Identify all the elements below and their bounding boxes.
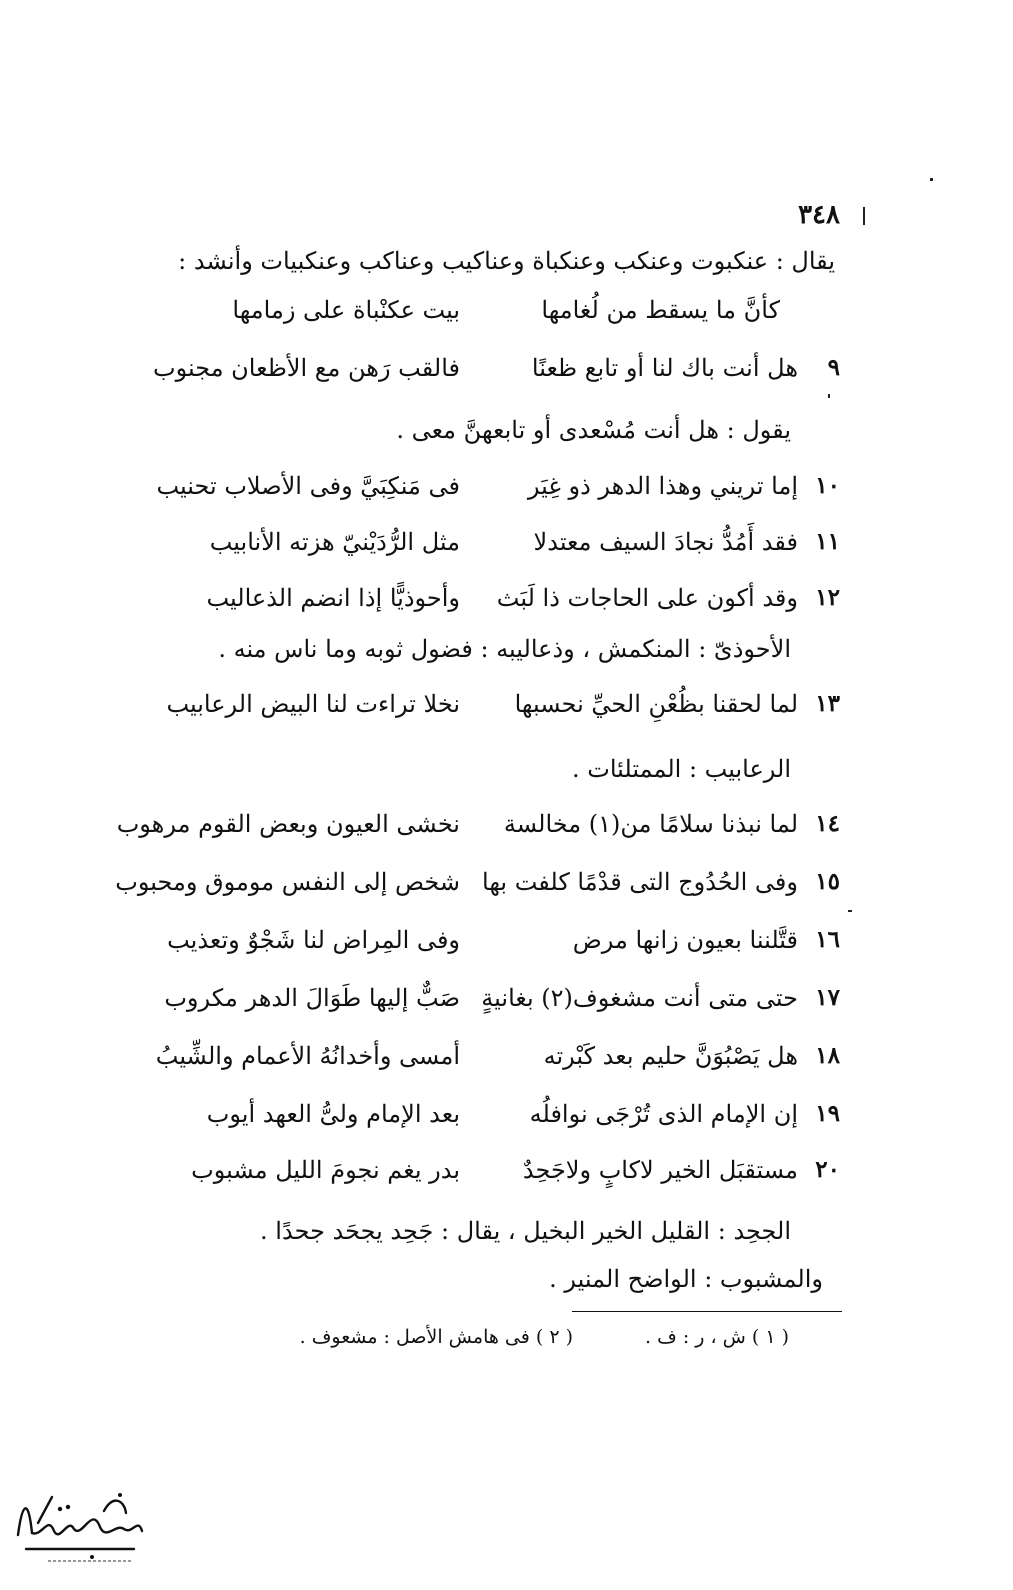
verse-row-14 bbox=[116, 806, 840, 846]
gloss-12: الأحوذىّ : المنكمش ، وذعاليبه : فضول ثوبه وما ناس منه . bbox=[218, 635, 791, 663]
verse-number: ١٩ bbox=[815, 1100, 840, 1127]
gloss-20-b: والمشبوب : الواضح المنير . bbox=[549, 1265, 823, 1293]
scan-speck bbox=[848, 910, 852, 912]
footnote-1: ( ١ ) ش ، ر : ف . bbox=[645, 1326, 789, 1348]
verse-hemistich-2: بعد الإمام ولىُّ العهد أيوب bbox=[206, 1100, 460, 1128]
verse-hemistich-1: هل يَصْبُوَنَّ حليم بعد كَبْرته bbox=[543, 1042, 798, 1070]
verse-row-13 bbox=[150, 686, 840, 726]
verse-row-17 bbox=[150, 980, 840, 1020]
verse-hemistich-1: لما نبذنا سلامًا من(١) مخالسة bbox=[503, 810, 798, 838]
verse-hemistich-2: نخلا تراءت لنا البيض الرعابيب bbox=[166, 690, 460, 718]
verse-number: ١٣ bbox=[815, 690, 840, 717]
intro-verse bbox=[150, 292, 840, 332]
verse-hemistich-2: وفى المِراض لنا شَجْوٌ وتعذيب bbox=[167, 926, 460, 954]
verse-hemistich-2: صَبٌّ إليها طَوَالَ الدهر مكروب bbox=[164, 984, 460, 1012]
verse-number: ١٦ bbox=[815, 926, 840, 953]
verse-row-15 bbox=[115, 864, 840, 904]
verse-row-12 bbox=[150, 580, 840, 620]
verse-hemistich-1: لما لحقنا بظُعْنِ الحيِّ نحسبها bbox=[514, 690, 798, 718]
verse-hemistich-2: بدر يغم نجومَ الليل مشبوب bbox=[191, 1156, 460, 1184]
verse-hemistich-1: قتَّلننا بعيون زانها مرض bbox=[572, 926, 798, 954]
verse-hemistich-1: حتى متى أنت مشغوف(٢) بغانيةٍ bbox=[481, 984, 798, 1012]
scan-speck bbox=[863, 207, 865, 225]
verse-hemistich-2: وأحوذيًّا إذا انضم الذعاليب bbox=[206, 584, 460, 612]
verse-number: ١٨ bbox=[815, 1042, 840, 1069]
verse-hemistich-1: إما تريني وهذا الدهر ذو غِيَر bbox=[527, 472, 798, 500]
scan-speck bbox=[828, 394, 830, 398]
watermark-logo-icon bbox=[8, 1465, 148, 1579]
intro-prose: يقال : عنكبوت وعنكب وعنكباة وعناكيب وعناكب وعنكبيات وأنشد : bbox=[178, 247, 835, 275]
verse-row-18 bbox=[150, 1038, 840, 1078]
verse-hemistich-2: نخشى العيون وبعض القوم مرهوب bbox=[116, 810, 460, 838]
scan-speck bbox=[930, 178, 933, 181]
verse-number: ١٠ bbox=[815, 472, 840, 499]
gloss-20-a: الجحِد : القليل الخير البخيل ، يقال : جَحِد يجحَد جحدًا . bbox=[260, 1217, 791, 1245]
verse-row-11 bbox=[150, 524, 840, 564]
page-number: ٣٤٨ bbox=[798, 200, 840, 230]
verse-row-19 bbox=[150, 1096, 840, 1136]
gloss-13: الرعابيب : الممتلئات . bbox=[571, 755, 791, 783]
verse-hemistich-2: فى مَنكِبَيَّ وفى الأصلاب تحنيب bbox=[156, 472, 460, 500]
intro-verse-hemistich-1: كأنَّ ما يسقط من لُغامها bbox=[541, 296, 780, 324]
verse-hemistich-1: مستقبَل الخير لاكابٍ ولاجَحِدٌ bbox=[522, 1156, 798, 1184]
verse-hemistich-2: مثل الرُّدَيْنيّ هزته الأنابيب bbox=[209, 528, 460, 556]
verse-hemistich-1: هل أنت باك لنا أو تابع ظعنًا bbox=[531, 354, 798, 382]
verse-hemistich-2: أمسى وأخدانُهُ الأعمام والشِّيبُ bbox=[155, 1042, 460, 1070]
verse-row-20 bbox=[150, 1152, 840, 1192]
intro-verse-hemistich-2: بيت عكنْباة على زمامها bbox=[232, 296, 460, 324]
verse-row-9 bbox=[150, 350, 840, 390]
verse-number: ٢٠ bbox=[815, 1156, 840, 1183]
verse-number: ١٤ bbox=[815, 810, 840, 837]
footnote-divider bbox=[572, 1311, 842, 1312]
verse-row-10 bbox=[150, 468, 840, 508]
verse-number: ١٥ bbox=[815, 868, 840, 895]
verse-hemistich-1: فقد أَمُدُّ نجادَ السيف معتدلا bbox=[533, 528, 798, 556]
verse-number: ٩ bbox=[827, 354, 840, 381]
verse-number: ١٧ bbox=[815, 984, 840, 1011]
footnote-2: ( ٢ ) فى هامش الأصل : مشعوف . bbox=[299, 1326, 573, 1348]
verse-number: ١١ bbox=[815, 528, 840, 555]
verse-number: ١٢ bbox=[815, 584, 840, 611]
gloss-9: يقول : هل أنت مُسْعدى أو تابعهنَّ معى . bbox=[396, 416, 791, 444]
verse-hemistich-2: فالقب رَهن مع الأظعان مجنوب bbox=[152, 354, 460, 382]
verse-hemistich-2: شخص إلى النفس موموق ومحبوب bbox=[115, 868, 460, 896]
verse-hemistich-1: وقد أكون على الحاجات ذا لَبَث bbox=[496, 584, 798, 612]
verse-hemistich-1: وفى الحُدُوج التى قدْمًا كلفت بها bbox=[482, 868, 798, 896]
verse-row-16 bbox=[150, 922, 840, 962]
verse-hemistich-1: إن الإمام الذى تُرْجَى نوافلُه bbox=[529, 1100, 798, 1128]
